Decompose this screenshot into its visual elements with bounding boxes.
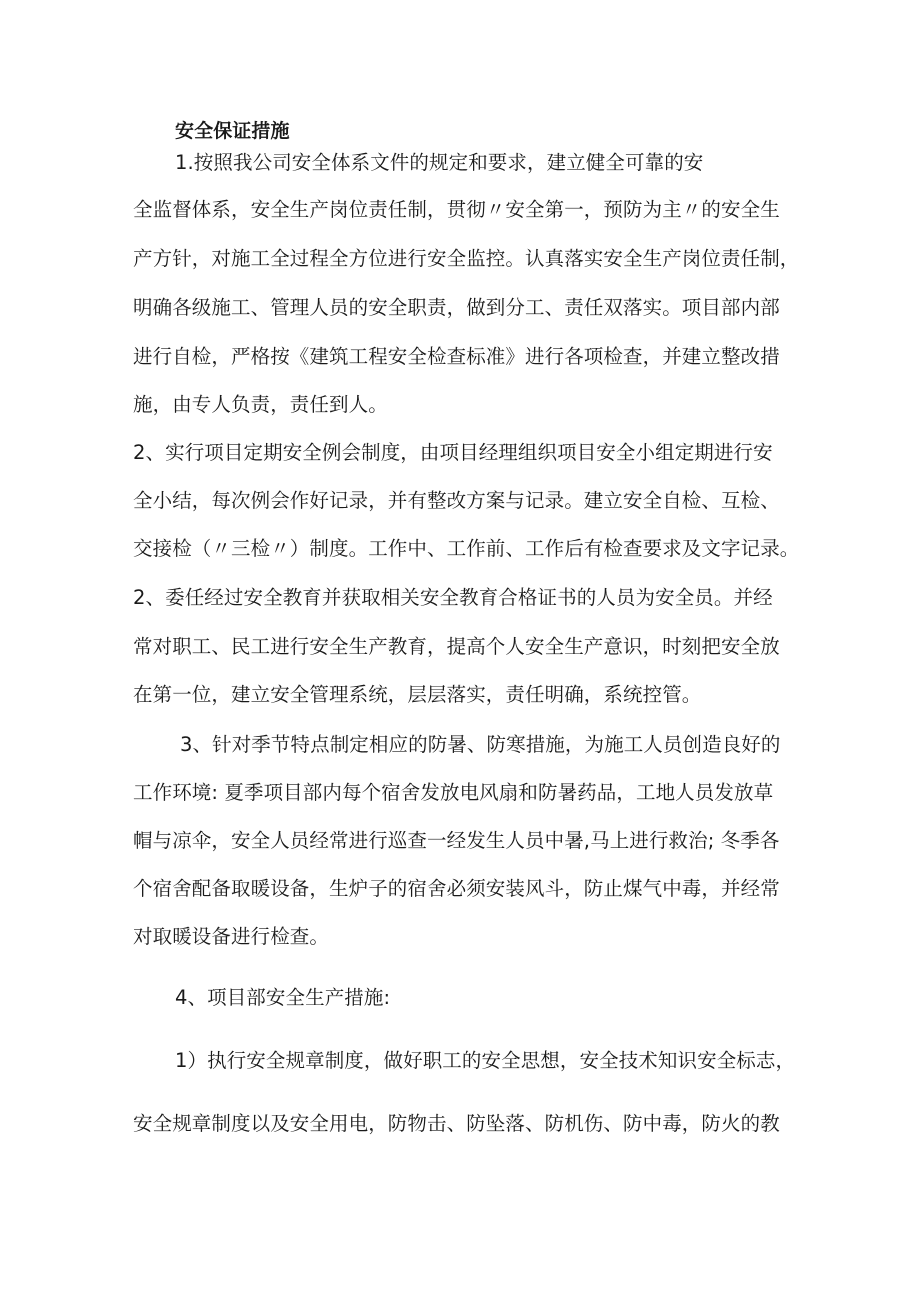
paragraph-line: 个宿舍配备取暖设备，生炉子的宿舍必须安装风斗，防止煤气中毒，并经常	[133, 877, 780, 900]
paragraph-line: 明确各级施工、管理人员的安全职责，做到分工、责任双落实。项目部内部	[133, 296, 780, 319]
paragraph-line: 1.按照我公司安全体系文件的规定和要求，建立健全可靠的安	[175, 151, 704, 174]
paragraph-line: 进行自检，严格按《建筑工程安全检查标准》进行各项检查，并建立整改措	[133, 345, 780, 368]
paragraph-line: 2、实行项目定期安全例会制度，由项目经理组织项目安全小组定期进行安	[133, 441, 773, 464]
paragraph-line: 产方针，对施工全过程全方位进行安全监控。认真落实安全生产岗位责任制，	[133, 247, 800, 270]
section-title: 安全保证措施	[175, 120, 290, 142]
paragraph-line: 施，由专人负责，责任到人。	[133, 393, 388, 416]
paragraph-line: 安全规章制度以及安全用电，防物击、防坠落、防机伤、防中毒，防火的教	[133, 1112, 780, 1135]
paragraph-line: 3、针对季节特点制定相应的防暑、防寒措施，为施工人员创造良好的	[180, 733, 781, 756]
paragraph-line: 在第一位，建立安全管理系统，层层落实，责任明确，系统控管。	[133, 683, 702, 706]
paragraph-line: 1）执行安全规章制度，做好职工的安全思想，安全技术知识安全标志，	[175, 1049, 796, 1072]
paragraph-line: 全监督体系，安全生产岗位责任制，贯彻〃安全第一，预防为主〃的安全生	[133, 198, 780, 221]
paragraph-line: 交接检（〃三检〃）制度。工作中、工作前、工作后有检查要求及文字记录。	[133, 537, 800, 560]
paragraph-line: 常对职工、民工进行安全生产教育，提高个人安全生产意识，时刻把安全放	[133, 635, 780, 658]
paragraph-line: 工作环境: 夏季项目部内每个宿舍发放电风扇和防暑药品，工地人员发放草	[133, 781, 774, 804]
paragraph-line: 对取暖设备进行检查。	[133, 925, 330, 948]
paragraph-line: 4、项目部安全生产措施:	[175, 986, 391, 1009]
paragraph-line: 帽与凉伞，安全人员经常进行巡查一经发生人员中暑,马上进行救治; 冬季各	[133, 829, 780, 852]
paragraph-line: 2、委任经过安全教育并获取相关安全教育合格证书的人员为安全员。并经	[133, 586, 773, 609]
paragraph-line: 全小结，每次例会作好记录，并有整改方案与记录。建立安全自检、互检、	[133, 489, 780, 512]
